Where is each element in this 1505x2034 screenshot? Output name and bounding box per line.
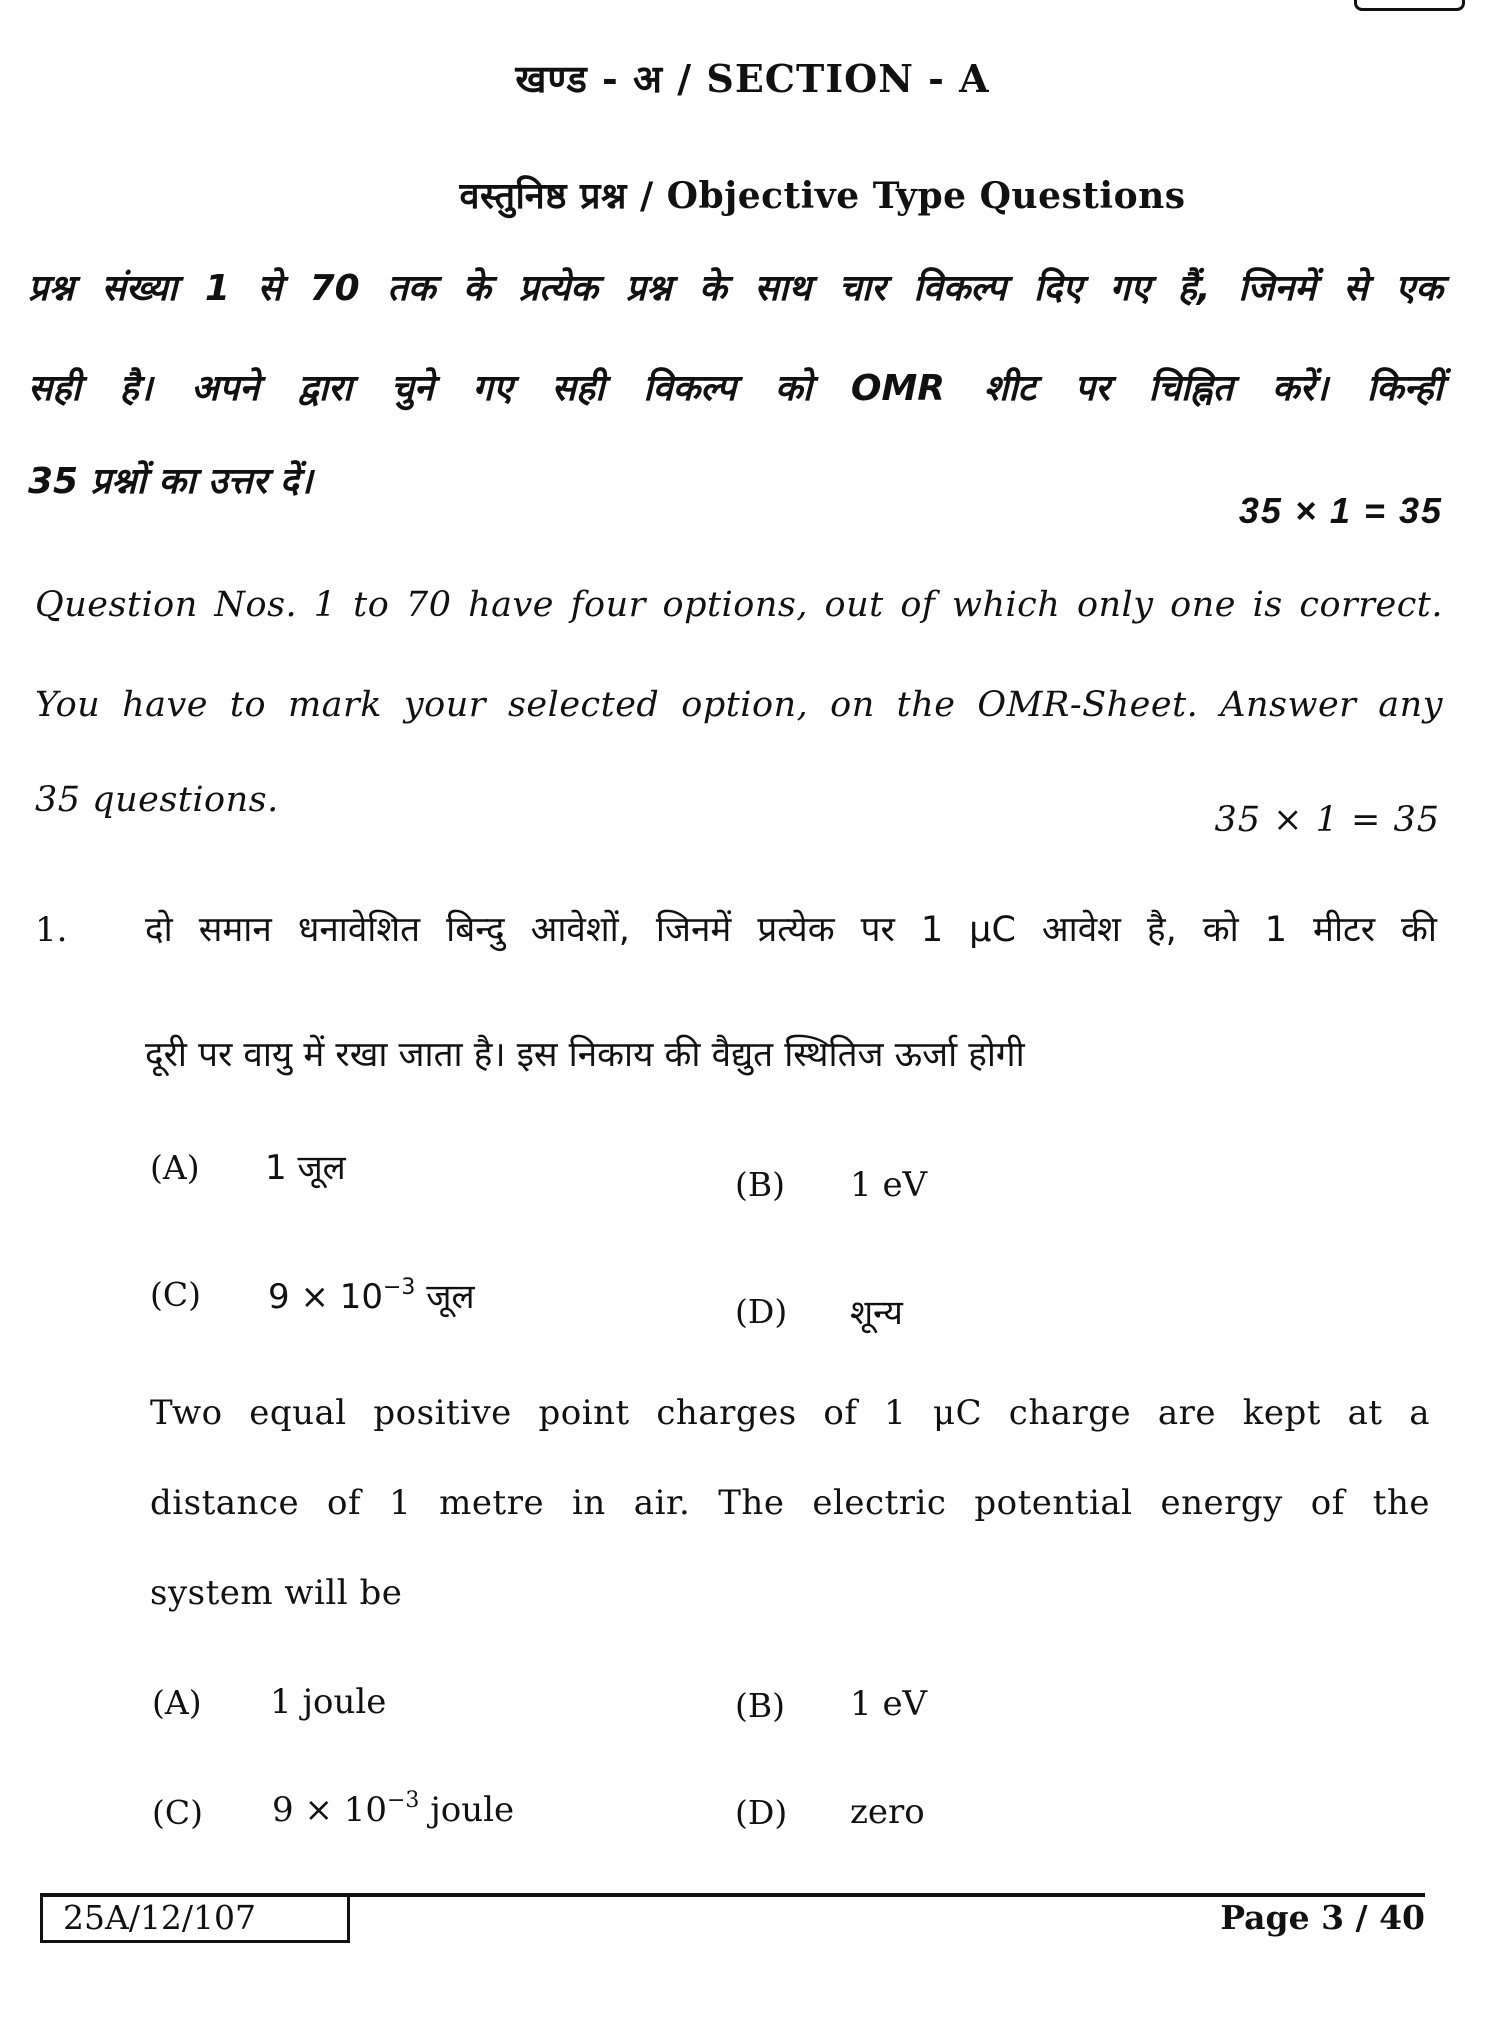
option-label-c-hindi: (C) [150,1275,201,1314]
option-label-b-english: (B) [735,1686,785,1725]
option-c-unit: joule [419,1790,515,1830]
english-instruction-line: 35 questions. [35,780,279,820]
english-instruction-line: Question Nos. 1 to 70 have four options, out of which only one is correct. [35,585,1443,625]
hindi-instruction-line: प्रश्न संख्या 1 से 70 तक के प्रत्येक प्रश्न के साथ चार विकल्प दिए गए हैं, जिनमें से एक [28,268,1443,309]
option-label-a-hindi: (A) [150,1148,200,1187]
option-c-exponent: −3 [387,1788,420,1813]
hindi-instruction-line: 35 प्रश्नों का उत्तर दें। [28,461,313,502]
option-value-d-hindi: शून्य [850,1293,903,1333]
option-value-c-english [272,1790,514,1830]
option-c-exponent: −3 [383,1275,416,1300]
option-value-b-hindi: 1 eV [850,1165,928,1205]
corner-bracket-mark [1354,0,1465,11]
option-c-base: 9 × 10 [272,1790,387,1830]
english-marks: 35 × 1 = 35 [1214,800,1440,840]
hindi-instruction-line: सही है। अपने द्वारा चुने गए सही विकल्प को OMR शीट पर चिह्नित करें। किन्हीं [28,368,1443,409]
section-subtitle: वस्तुनिष्ठ प्रश्न / Objective Type Questions [459,175,1186,217]
question-text-hindi: दो समान धनावेशित बिन्दु आवेशों, जिनमें प्रत्येक पर 1 μC आवेश है, को 1 मीटर की [145,910,1437,950]
option-label-d-hindi: (D) [735,1292,788,1331]
paper-code-box: 25A/12/107 [40,1893,350,1943]
option-value-a-english: 1 joule [270,1682,387,1722]
question-text-hindi: दूरी पर वायु में रखा जाता है। इस निकाय की वैद्युत स्थितिज ऊर्जा होगी [145,1035,1025,1075]
option-value-b-english: 1 eV [850,1684,928,1724]
question-number: 1. [35,910,68,950]
option-c-unit: जूल [415,1277,475,1317]
option-label-a-english: (A) [152,1683,202,1722]
option-value-a-hindi: 1 जूल [265,1148,346,1188]
option-label-c-english: (C) [152,1793,203,1832]
page-number: Page 3 / 40 [1220,1898,1425,1937]
question-text-english: Two equal positive point charges of 1 μC charge are kept at a [150,1393,1430,1433]
question-text-english: distance of 1 metre in air. The electric potential energy of the [150,1483,1430,1523]
option-c-base: 9 × 10 [268,1277,383,1317]
option-label-d-english: (D) [735,1793,788,1832]
option-value-d-english: zero [850,1792,925,1832]
english-instruction-line: You have to mark your selected option, on the OMR-Sheet. Answer any [35,685,1443,725]
option-label-b-hindi: (B) [735,1165,785,1204]
option-value-c-hindi [268,1272,475,1318]
hindi-marks: 35 × 1 = 35 [1238,490,1443,531]
section-title: खण्ड - अ / SECTION - A [515,56,990,101]
question-text-english: system will be [150,1573,403,1613]
